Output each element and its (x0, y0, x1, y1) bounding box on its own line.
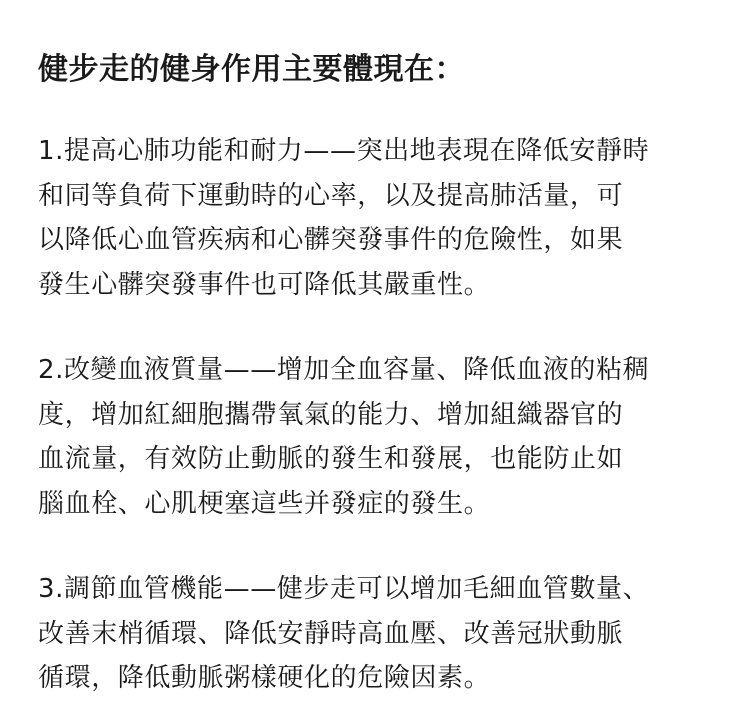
paragraph-cardiopulmonary: 1.提高心肺功能和耐力——突出地表現在降低安靜時 和同等負荷下運動時的心率，以及提高肺活量，可 以降低心血管疾病和心髒突發事件的危險性，如果 發生心髒突發事件也可降低其嚴重性。 (38, 136, 650, 300)
article-content (38, 44, 718, 701)
paragraph-vascular-function: 3.調節血管機能——健步走可以增加毛細血管數量、 改善末梢循環、降低安靜時高血壓、改善冠狀動脈 循環，降低動脈粥樣硬化的危險因素。 (38, 574, 650, 693)
paragraph-blood-quality: 2.改變血液質量——增加全血容量、降低血液的粘稠 度，增加紅細胞攜帶氧氣的能力、增加組織器官的 血流量，有效防止動脈的發生和發展，也能防止如 腦血栓、心肌梗塞這些并發症的發生。 (38, 355, 650, 519)
article-title: 健步走的健身作用主要體現在： (38, 52, 465, 87)
